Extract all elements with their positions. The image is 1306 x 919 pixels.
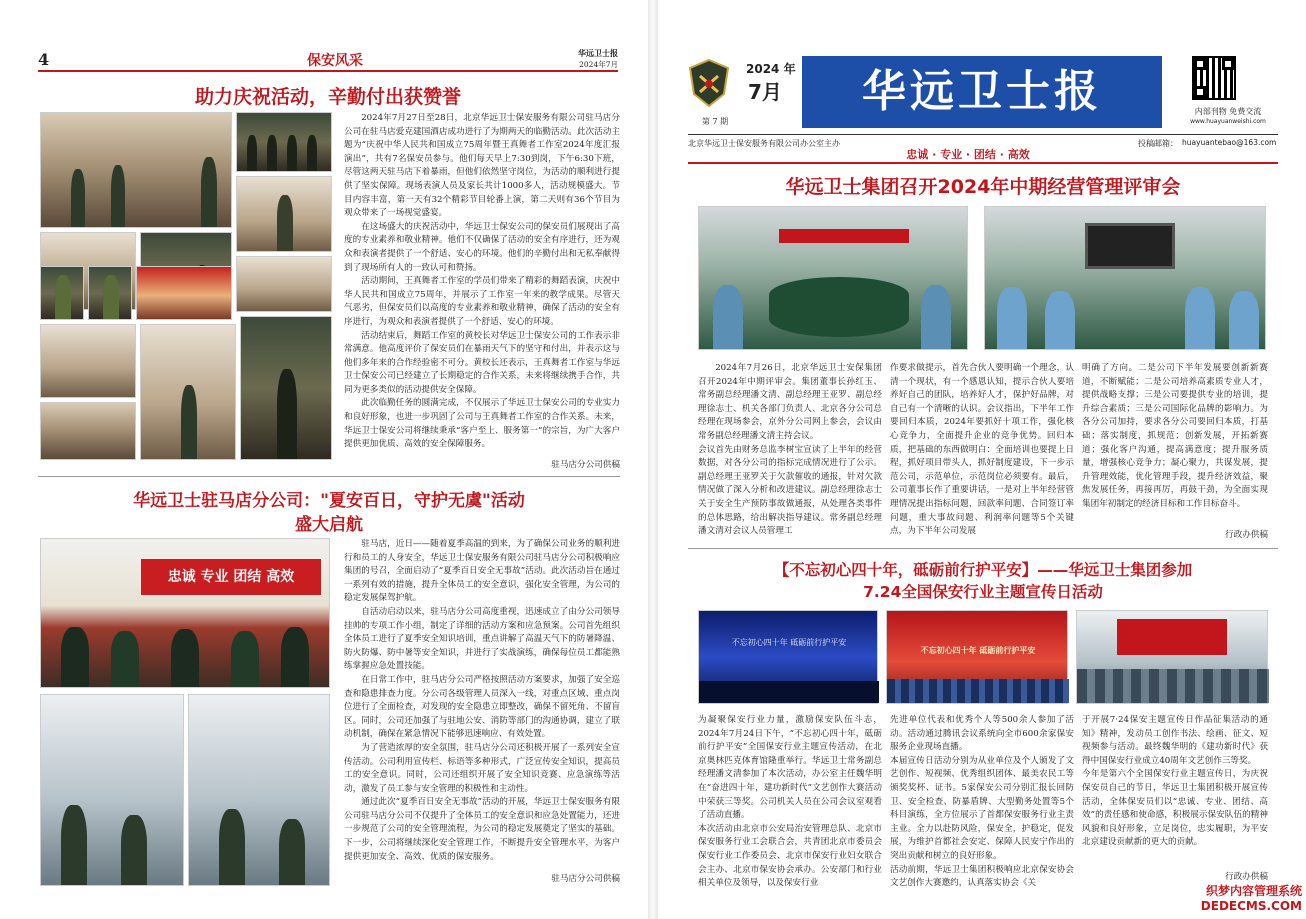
r-article2-headline-1: 【不忘初心四十年，砥砺前行护平安】——华远卫士集团参加 (773, 561, 1193, 579)
photo-red-stage (886, 610, 1068, 704)
photo-dancers (40, 324, 136, 398)
photo-guard-hall (236, 176, 332, 252)
r-article1-col1: 2024年7月26日，北京华远卫士安保集团召开2024年中期评审会。集团董事长孙红玉、常务副总经理潘文清、副总经理王亚罗、副总经理徐志士、机关各部门负责人、北京各分公司总经理在现场参会，京外分公司网上参会，会议由常务副总经理潘文清主持会议。 会议首先由财务总监李树宝宣读了上半年的经营数据，对各分公司的指标完成情况进行了公示。副总经理王亚罗关于欠款催收的通报，针对欠款情况做了深入分析和改进建议。副总经理徐志士关于安全生产预防事故做通报，从处理各类事件的总体思路，给出解决指导建议。常务副总经理潘文清对会议人员管理工 (698, 363, 882, 537)
photo-audience (40, 402, 136, 460)
left-page (0, 0, 648, 919)
r-article2-headline-2: 7.24全国保安行业主题宣传日活动 (863, 583, 1103, 601)
publisher: 北京华远卫士保安服务有限公司办公室主办 (688, 139, 840, 148)
article1-p5: 此次临勤任务的圆满完成，不仅展示了华远卫士保安公司的专业实力和良好形象，也进一步巩固了公司与王真舞者工作室的合作关系。未来，华远卫士保安公司将继续秉承“客户至上、服务第一”的宗旨，为广大客户提供更加优质、高效的安全保障服务。 (344, 398, 620, 450)
photo-lobby-guards (40, 112, 232, 228)
photo-training-1 (40, 694, 184, 886)
article2-source: 驻马店分公司供稿 (551, 874, 620, 884)
watermark-line2: DEDECMS.COM (1200, 899, 1302, 913)
r-article2-col1: 为凝聚保安行业力量，激励保安队伍斗志，2024年7月24日下午，“不忘初心四十年，砥砺前行护平安”全国保安行业主题宣传活动，在北京奥林匹克体育馆隆重举行。华远卫士常务副总经理潘文清参加了本次活动，办公室主任魏华明在“奋进四十年，建功新时代”文艺创作大赛活动中荣获三等奖。公司机关人员在公司会议室观看了活动直播。 本次活动由北京市公安局治安管理总队、北京市保安服务行业工会联合会，共青团北京市委员会保安行业工作委员会、北京市保安行业妇女联合会主办、北京市保安协会承办。公安部门和行业相关单位及领导，以及保安行业 (698, 715, 882, 889)
slogan: 忠诚 · 专业 · 团结 · 高效 (906, 148, 1030, 161)
right-page (658, 0, 1306, 919)
qr-code-icon (1192, 56, 1236, 100)
article2-headline-1: 华远卫士驻马店分公司："夏安百日，守护无虞"活动 (133, 491, 525, 511)
photo-training-2 (188, 694, 330, 886)
article1-p1: 2024年7月27日至28日，北京华远卫士保安服务有限公司驻马店分公司在驻马店爱克建国酒店成功进行了为期两天的临勤活动。此次活动主题为“庆祝中华人民共和国成立75周年暨王真舞者工作室2024年度汇报演出”，共有7名保安员参与。他们每天早上7:30到岗，下午6:30下班，尽管这两天驻马店下着暴雨，但他们依然坚守岗位，为活动的顺利进行提供了坚实保障。现场表演人员及家长共计1000多人，活动规模盛大。节目内容丰富，第一天有32个精彩节目轮番上演，第二天则有36个节目为观众带来了一场视觉盛宴。 (344, 113, 620, 219)
r-article2-col3: 于开展7·24保安主题宣传日作品征集活动的通知》精神，发动员工创作书法、绘画、征文、短视频参与活动。最终魏华明的《建功新时代》获得中国保安行业成立40周年文艺创作三等奖。 今年是第六个全国保安行业主题宣传日，为庆祝保安员自己的节日，华远卫士集团积极开展宣传活动，全体保安员们以“忠诚、专业、团结、高效”的责任感和使命感，积极展示保安队伍的精神风貌和良好形象，立足岗位，忠实履职，为平安北京建设贡献新的更大的贡献。 (1082, 715, 1268, 848)
article2-p2: 自活动启动以来，驻马店分公司高度重视，迅速成立了由分公司领导挂帅的专项工作小组，制定了详细的活动方案和应急预案。公司首先组织全体员工进行了夏季安全知识培训，重点讲解了高温天气下的防暑降温、防火防爆、防中暑等安全知识，并进行了实战演练，确保每位员工都能熟练掌握应急处置技能。 (344, 606, 620, 672)
r-divider (688, 548, 1278, 549)
article2-body (344, 538, 620, 866)
article1-p4: 活动结束后，舞蹈工作室的黄校长对华远卫士保安公司的工作表示非常满意。他高度评价了保安员们在暴雨天气下的坚守和付出，并表示这与他们多年来的合作经验密不可分。黄校长还表示，王真舞者工作室与华远卫士保安公司已经建立了长期稳定的合作关系，未来将继续携手合作，共同为更多类似的活动提供安全保障。 (344, 330, 620, 395)
header-rule (38, 70, 618, 72)
email-label: 投稿邮箱： (1138, 139, 1178, 148)
watermark-line1: 织梦内容管理系统 (1205, 884, 1302, 898)
photo1-banner: 不忘初心四十年 砥砺前行护平安 (731, 638, 847, 647)
r-article1-col3: 明确了方向。二是公司下半年发展要创新新赛道，不断赋能；二是公司培养高素质专业人才，提供战略支撑；三是公司要提供专业的培训，提升综合素质；三是公司国际化品牌的影响力。为各分公司加持，要求各分公司要回归本质，打基础；落实制度，抓规范；创新发展，开拓新赛道；强化客户沟通，提高满意度；提升服务质量，增强核心竞争力；凝心聚力，共谋发展，提升管理效能，优化管理手段，提升经济效益，聚焦发展任务，再接再厉，再鼓干劲，为全面实现集团年初制定的经济目标和工作目标奋斗。 (1082, 363, 1268, 509)
page-gutter (648, 0, 658, 919)
article2-p4: 为了营造浓厚的安全氛围，驻马店分公司还积极开展了一系列安全宣传活动。公司利用宣传栏、标语等多种形式，广泛宣传安全知识，提高员工的安全意识。同时，公司还组织开展了安全知识竞赛、应急演练等活动，激发了员工参与安全管理的积极性和主动性。 (344, 742, 620, 794)
issue-year: 2024 年 (746, 62, 796, 76)
article1-body (344, 112, 620, 455)
shield-logo-icon (688, 58, 730, 108)
photo-review-meeting-2 (984, 206, 1266, 350)
article1-headline: 助力庆祝活动，辛勤付出获赞誉 (194, 86, 461, 108)
article1-p3: 活动期间，王真舞者工作室的学员们带来了精彩的舞蹈表演，庆祝中华人民共和国成立75周年，并展示了工作室一年来的教学成果。尽管天气恶劣，但保安员们以高度的专业素养和敬业精神，确保了活动的安全有序进行，为观众和表演者提供了一个舒适、安心的环境。 (344, 276, 620, 327)
r-article2-col2: 先进单位代表和优秀个人等500余人参加了活动。活动通过腾讯会议系统向全市600余家保安服务企业现场直播。 本届宣传日活动分别为从业单位及个人颁发了文艺创作、短视频、优秀组织团体、最美农民工等颁奖奖杯、证书。5家保安公司分别汇报长回防卫、安全检查、防暴盾牌、大型勤务处置等5个科目演练，全方位展示了首都保安服务行业主责主业。全力以赴防风险，保安全，护稳定，促发展，为维护首都社会安定、保障人民安宁作出的突出贡献和树立的良好形象。 活动前期，华远卫士集团积极响应北京保安协会文艺创作大赛邀约，认真落实协会《关 (890, 715, 1074, 889)
masthead-rule (688, 134, 1278, 135)
section-title: 保安风采 (307, 53, 363, 69)
photo-guard-door (240, 316, 332, 460)
masthead-small: 华远卫士报 (578, 48, 618, 58)
photo-conference-room (1076, 610, 1268, 704)
article2-p5: 通过此次“夏季百日安全无事故”活动的开展，华远卫士保安服务有限公司驻马店分公司不仅提升了全体员工的安全意识和应急处置能力，还进一步规范了公司的安全管理流程，为公司的稳定发展奠定了坚实的基础。下一步，公司将继续深化安全管理工作，不断提升安全管理水平，为客户提供更加安全、高效、优质的保安服务。 (344, 797, 620, 862)
issue-number: 第 7 期 (702, 117, 729, 126)
website: www.huayuanweishi.com (1190, 118, 1266, 125)
photo-entrance (140, 324, 236, 460)
watermark (1178, 882, 1306, 918)
photo-guard-portrait-1 (40, 266, 84, 320)
slogan-rule (688, 162, 1278, 164)
article2-p1: 驻马店，近日——随着夏季高温的到来，为了确保公司业务的顺利进行和员工的人身安全，华远卫士保安服务有限公司驻马店分公司积极响应集团的号召，全面启动了“夏季百日安全无事故”活动。此次活动旨在通过一系列有效的措施，提升全体员工的安全意识，强化安全管理，为公司的稳定发展保驾护航。 (344, 539, 620, 604)
article2-headline-2: 盛大启航 (295, 515, 363, 535)
photo-blue-stage (698, 610, 878, 704)
meeting-banner: 忠诚 专业 团结 高效 (141, 559, 321, 595)
photo-guards-line (236, 112, 332, 172)
article1-source: 驻马店分公司供稿 (551, 460, 620, 470)
issue-month: 7月 (748, 80, 782, 104)
r-article2-source: 行政办供稿 (1225, 872, 1268, 882)
qr-caption: 内部刊物 免费交流 (1194, 107, 1262, 116)
newspaper-title: 华远卫士报 (802, 56, 1162, 128)
page-number: 4 (38, 50, 50, 69)
photo-stage-banner (136, 266, 232, 320)
r-article1-headline: 华远卫士集团召开2024年中期经营管理评审会 (785, 176, 1181, 198)
article2-p3: 在日常工作中，驻马店分公司严格按照活动方案要求，加强了安全巡查和隐患排查力度。分公司各级管理人员深入一线，对重点区域、重点岗位进行了全面检查，对发现的安全隐患立即整改，确保不留死角、不留盲区。同时，公司还加强了与驻地公安、消防等部门的沟通协调，建立了联动机制，确保在紧急情况下能够迅速响应、有效处置。 (344, 674, 620, 740)
masthead-date: 2024年7月 (579, 60, 618, 69)
r-article1-source: 行政办供稿 (1225, 530, 1268, 540)
photo-meeting-room (40, 538, 330, 688)
photo-performers (236, 256, 332, 312)
email: huayuantebao@163.com (1182, 138, 1277, 147)
photo2-banner: 不忘初心四十年 砥砺前行护平安 (920, 646, 1036, 655)
r-article1-col2: 作要求做提示，首先合伙人要明确一个理念，认清一个现状，有一个感恩认知，提示合伙人要培养好自己的团队，培养好人才，保护好品牌，对自己有一个清晰的认识。会议指出，下半年工作要回归本质，2024年要抓好十项工作，强化核心竞争力，全面提升企业的竞争优势。回归本质，把基础的东西做明白：全面培训也要提上日程，抓好项目带头人，抓好制度建设，下一步示范公司，示范单位，示范岗位必须要有。最后，公司董事长作了重要讲话，一是对上半年经营管理情况提出指标问题，回款率问题、合同签订率问题，重大事故问题、利润率问题等5个关键点，为下半年公司发展 (890, 363, 1074, 537)
article1-p2: 在这场盛大的庆祝活动中，华远卫士保安公司的保安员们展现出了高度的专业素养和敬业精神。他们不仅确保了活动的安全有序进行，还为观众和表演者提供了一个舒适、安心的环境。他们的辛勤付出和无私奉献得到了现场所有人的一致认可和赞扬。 (344, 221, 620, 273)
photo-guard-portrait-2 (88, 266, 132, 320)
divider (38, 476, 620, 477)
photo-review-meeting-1 (698, 206, 968, 350)
